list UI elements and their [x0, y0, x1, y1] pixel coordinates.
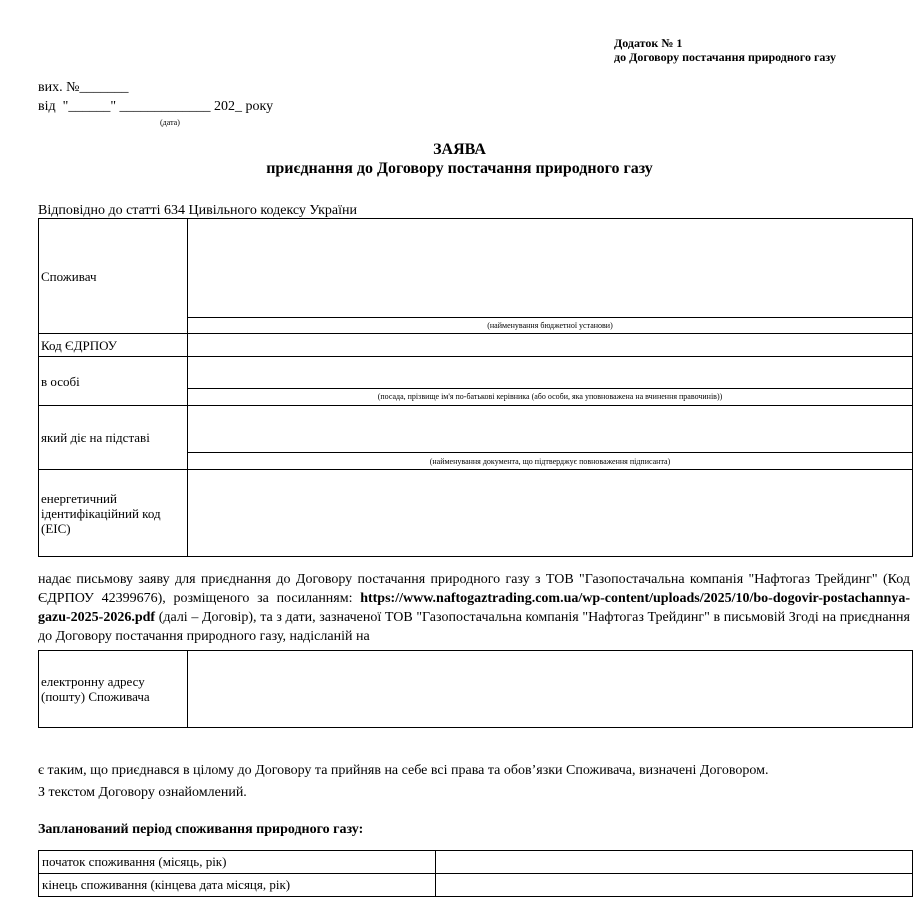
email-table	[38, 650, 913, 728]
person-label: в особі	[39, 357, 188, 406]
period-table	[38, 850, 913, 897]
consumer-field[interactable]	[188, 219, 913, 318]
document-title: ЗАЯВА	[433, 141, 486, 158]
email-label	[39, 651, 188, 728]
period-end-label: кінець споживання (кінцева дата місяця, рік)	[39, 874, 436, 897]
consumer-hint: (найменування бюджетної установи)	[188, 317, 913, 333]
email-label-line-1: електронну адресу	[41, 674, 145, 689]
eic-label	[39, 470, 188, 557]
basis-label: який діє на підставі	[39, 406, 188, 470]
eic-label-line-3: (EIC)	[41, 520, 71, 536]
appendix-header	[614, 36, 836, 64]
consumer-label: Споживач	[39, 219, 188, 334]
date-hint: (дата)	[160, 118, 180, 127]
appendix-number: Додаток № 1	[614, 36, 683, 50]
email-field[interactable]	[188, 651, 913, 728]
person-field[interactable]	[188, 357, 913, 389]
person-hint: (посада, прізвище ім'я по-батькові керівника (або особи, яка уповноважена на вчинення правочинів))	[188, 388, 913, 405]
eic-label-line-1: енергетичний	[41, 490, 117, 506]
accession-paragraph	[38, 570, 910, 646]
edrpou-label: Код ЄДРПОУ	[39, 334, 188, 357]
outgoing-date: від "______" _____________ 202_ року	[38, 99, 274, 114]
period-start-label: початок споживання (місяць, рік)	[39, 851, 436, 874]
period-title: Запланований період споживання природного газу:	[38, 822, 364, 837]
document-subtitle: приєднання до Договору постачання природного газу	[266, 160, 653, 177]
eic-label-line-2: ідентифікаційний код	[41, 505, 161, 521]
basis-field[interactable]	[188, 406, 913, 453]
paragraph-part-2: (далі – Договір), та з дати, зазначеної ТОВ "Газопостачальна компанія "Нафтогаз Трейдинг" в письмовій Згоді на приєднання до Договору постачання природного газу, надісланій на	[38, 610, 910, 644]
consumer-details-table	[38, 218, 913, 557]
basis-hint: (найменування документа, що підтверджує повноваження підписанта)	[188, 453, 913, 470]
period-start-field[interactable]	[436, 851, 913, 874]
email-label-line-2: (пошту) Споживача	[41, 689, 150, 704]
eic-field[interactable]	[188, 470, 913, 557]
period-end-field[interactable]	[436, 874, 913, 897]
intro-text: Відповідно до статті 634 Цивільного кодексу України	[38, 203, 357, 218]
paragraph-part-1: надає письмову заяву для приєднання до Договору постачання природного газу з ТОВ "Газопостачальна компанія "Нафтогаз Трейдинг" (Код ЄДРПОУ 42399676), розміщеного за посиланням:	[38, 572, 910, 606]
outgoing-number: вих. №_______	[38, 80, 129, 95]
contract-link[interactable]: https://www.naftogaztrading.com.ua/wp-content/uploads/2025/10/bo-dogovir-postachannya-gazu-2025-2026.pdf	[38, 591, 910, 625]
accession-statement: є таким, що приєднався в цілому до Договору та прийняв на себе всі права та обов’язки Споживача, визначені Договором.	[38, 763, 769, 778]
acknowledgement-statement: З текстом Договору ознайомлений.	[38, 785, 247, 800]
appendix-contract-ref: до Договору постачання природного газу	[614, 50, 836, 64]
edrpou-field[interactable]	[188, 334, 913, 357]
